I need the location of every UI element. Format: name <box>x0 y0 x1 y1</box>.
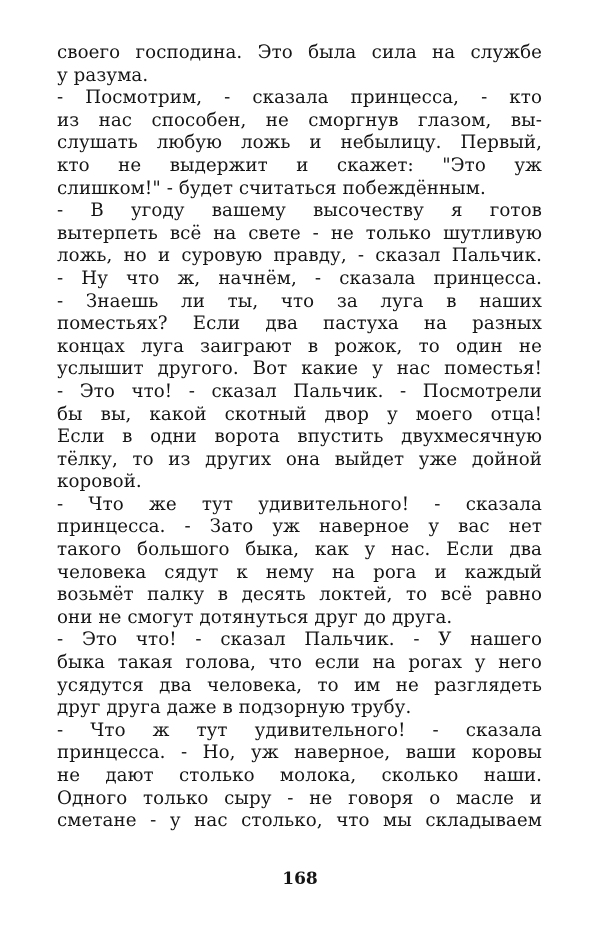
text-line: у разума. <box>57 64 149 86</box>
text-line: - Что же тут удивительного! - сказала <box>57 493 542 515</box>
text-line: кто не выдержит и скажет: "Это уж <box>57 154 542 176</box>
text-line: - В угоду вашему высочеству я готов <box>57 200 542 222</box>
text-line: быка такая голова, что если на рогах у него <box>57 652 542 674</box>
text-line: сметане - у нас столько, что мы складываем <box>57 810 542 832</box>
text-line: концах луга заиграют в рожок, то один не <box>57 335 542 357</box>
text-line: - Посмотрим, - сказала принцесса, - кто <box>57 87 542 109</box>
text-line: человека сядут к нему на рога и каждый <box>57 561 542 583</box>
text-line: - Это что! - сказал Пальчик. - У нашего <box>57 629 542 651</box>
text-line: поместьях? Если два пастуха на разных <box>57 313 542 335</box>
text-line: не дают столько молока, сколько наши. <box>57 765 542 786</box>
text-line: ложь, но и суровую правду, - сказал Пальчик. <box>57 245 542 267</box>
page-body <box>57 42 542 833</box>
text-line: своего господина. Это была сила на службе <box>57 42 542 63</box>
text-line: - Что ж тут удивительного! - сказала <box>57 719 542 741</box>
text-line: вытерпеть всё на свете - не только шутливую <box>57 222 542 244</box>
text-line: тёлку, то из других она выйдет уже дойной <box>57 448 542 470</box>
text-line: - Знаешь ли ты, что за луга в наших <box>57 290 542 312</box>
text-line: бы вы, какой скотный двор у моего отца! <box>57 403 542 425</box>
text-line: Если в одни ворота впустить двухмесячную <box>57 426 542 448</box>
text-line: Одного только сыру - не говоря о масле и <box>57 787 542 809</box>
text-line: слушать любую ложь и небылицу. Первый, <box>57 132 542 154</box>
text-line: усядутся два человека, то им не разглядеть <box>57 674 542 696</box>
text-line: из нас способен, не сморгнув глазом, вы- <box>57 109 542 131</box>
text-line: - Ну что ж, начнём, - сказала принцесса. <box>57 267 542 289</box>
text-line: услышит другого. Вот какие у нас поместья! <box>57 358 542 380</box>
text-line: - Это что! - сказал Пальчик. - Посмотрели <box>57 380 542 402</box>
text-line: они не смогут дотянуться друг до друга. <box>57 606 453 628</box>
text-line: слишком!" - будет считаться побеждённым. <box>57 177 486 199</box>
text-line: принцесса. - Зато уж наверное у вас нет <box>57 516 542 538</box>
text-line: такого большого быка, как у нас. Если два <box>57 539 542 561</box>
page-number: 168 <box>282 869 318 889</box>
text-line: друг друга даже в подзорную трубу. <box>57 697 412 719</box>
text-line: возьмёт палку в десять локтей, то всё равно <box>57 584 542 606</box>
text-line: коровой. <box>57 471 142 493</box>
text-line: принцесса. - Но, уж наверное, ваши коровы <box>57 742 542 764</box>
